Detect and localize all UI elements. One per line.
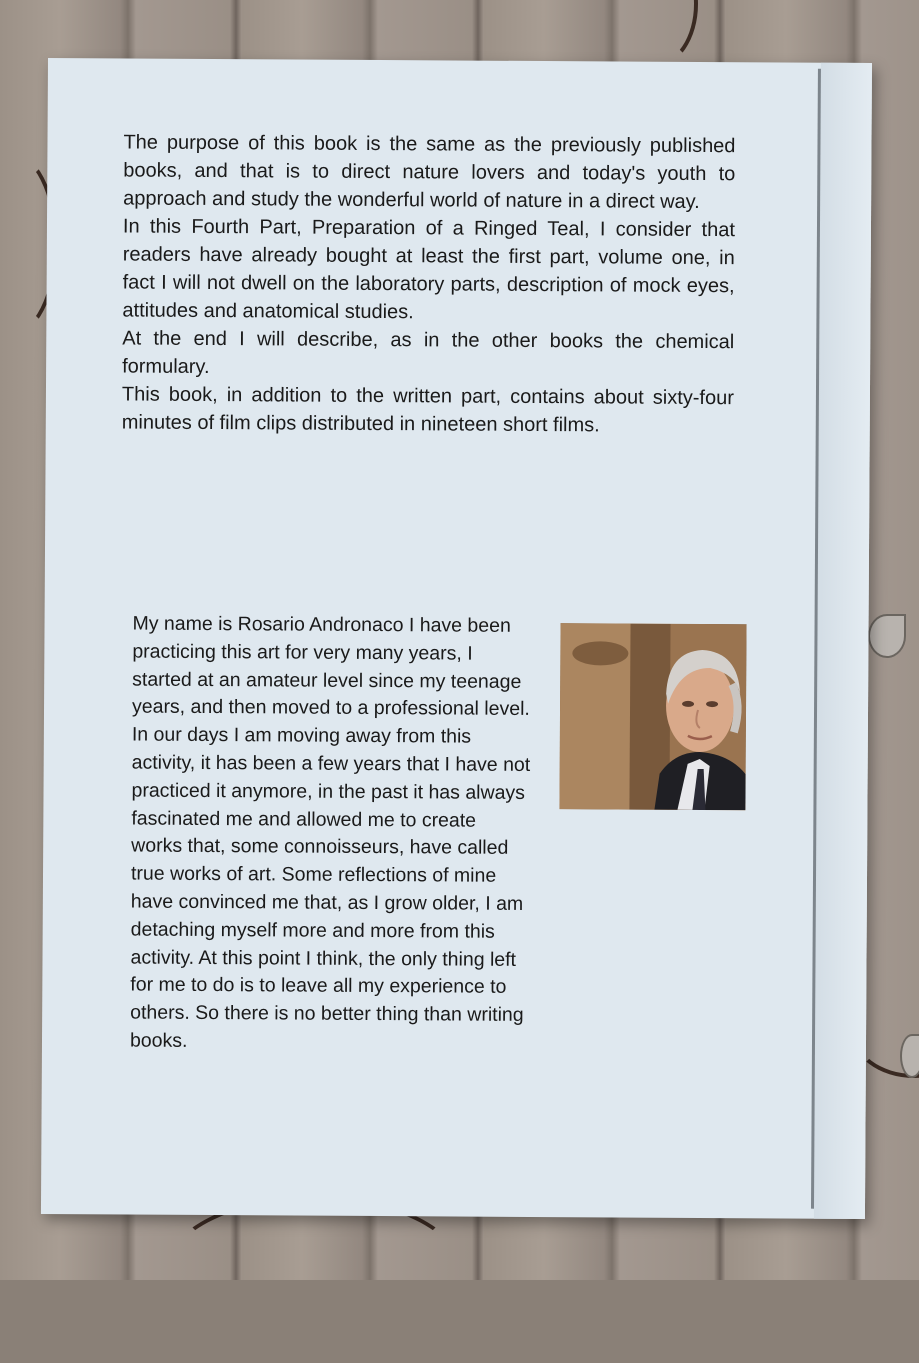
author-portrait-icon [559, 623, 746, 810]
purpose-text [122, 128, 736, 440]
metal-clip [868, 614, 906, 658]
portrait-illustration [559, 623, 746, 810]
purpose-paragraph: At the end I will describe, as in the other books the chemical formulary. [122, 327, 735, 378]
purpose-paragraph: The purpose of this book is the same as the previously published books, and that is to direct nature lovers and today's youth to approach and study the wonderful world of nature in a direct way. [123, 131, 736, 213]
author-bio: My name is Rosario Andronaco I have been practicing this art for very many years, I started at an amateur level since my teenage years, and then moved to a professional level. In our days I am moving away from this activity, it has been a few years that I have not practiced it anymore, in the past it has always fascinated me and allowed me to create works that, some connoisseurs, have called true works of art. Some reflections of mine have convinced me that, as I grow older, I am detaching myself more and more from this activity. At this point I think, the only thing left for me to do is to leave all my experience to others. So there is no better thing than writing books. [129, 612, 531, 1052]
metal-clip [900, 1034, 919, 1078]
book-spine-edge [814, 63, 872, 1219]
purpose-paragraph: In this Fourth Part, Preparation of a Ringed Teal, I consider that readers have already bought at least the first part, volume one, in fact I will not dwell on the laboratory parts, description of mock eyes, attitudes and anatomical studies. [122, 215, 736, 324]
cable [160, 1195, 468, 1363]
purpose-paragraph: This book, in addition to the written part, contains about sixty-four minutes of film clips distributed in nineteen short films. [121, 383, 735, 437]
book-back-cover [41, 58, 872, 1219]
